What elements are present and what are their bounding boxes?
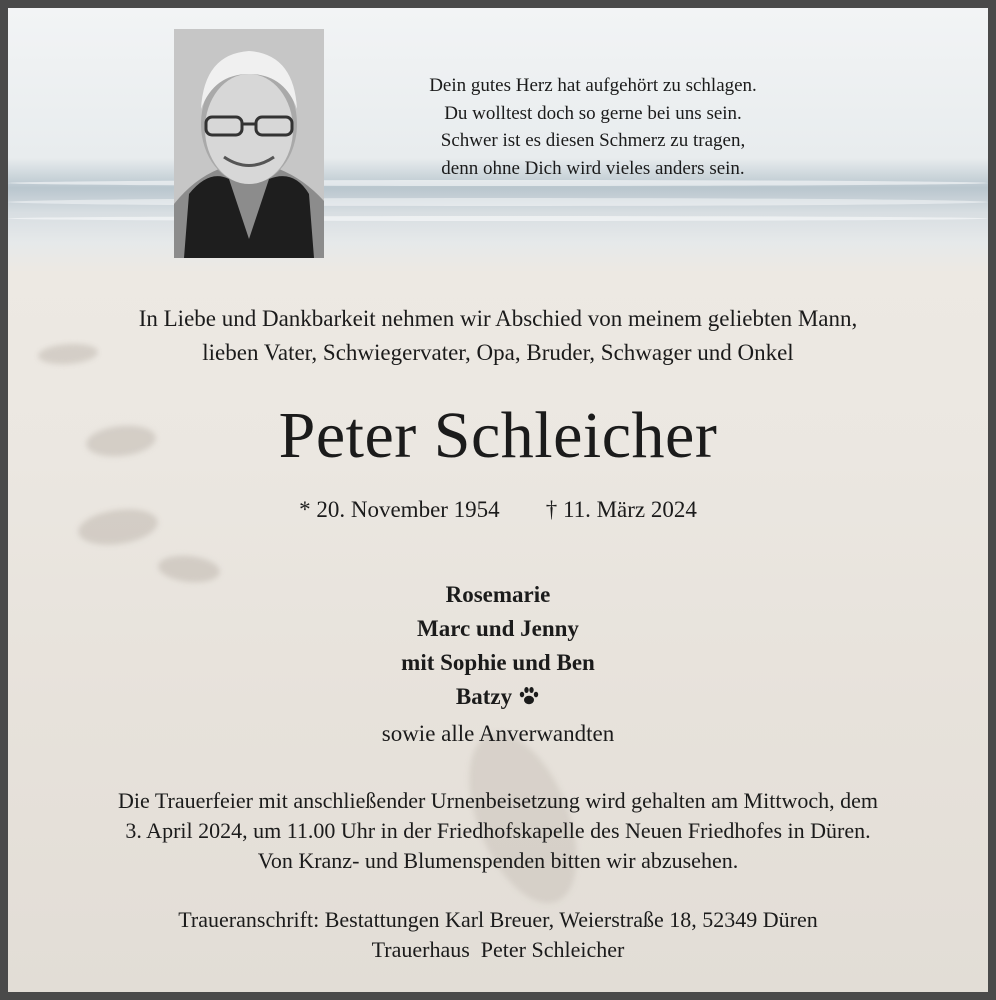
poem-line: Schwer ist es diesen Schmerz zu tragen, bbox=[440, 130, 746, 151]
poem-line: denn ohne Dich wird vieles anders sein. bbox=[441, 157, 745, 179]
service-line: 3. April 2024, um 11.00 Uhr in der Friedhofskapelle des Neuen Friedhofes in Düren. bbox=[125, 818, 871, 843]
paw-print-icon bbox=[518, 683, 540, 717]
mourners-list bbox=[8, 578, 988, 751]
address-line: Traueranschrift: Bestattungen Karl Breuer, Weierstraße 18, 52349 Düren bbox=[178, 907, 818, 932]
funeral-service-info bbox=[8, 786, 988, 876]
poem-line: Du wolltest doch so gerne bei uns sein. bbox=[444, 102, 742, 124]
sea-foam-line bbox=[8, 216, 988, 221]
portrait-photo bbox=[174, 29, 324, 258]
other-relatives: sowie alle Anverwandten bbox=[381, 721, 615, 746]
address-line: Trauerhaus Peter Schleicher bbox=[371, 937, 625, 962]
mourner-name: Marc und Jenny bbox=[417, 616, 579, 641]
sea-foam-line bbox=[8, 198, 988, 206]
mourning-address bbox=[8, 905, 988, 965]
portrait-illustration bbox=[174, 29, 324, 258]
obituary-notice bbox=[8, 8, 988, 992]
death-date: † 11. März 2024 bbox=[545, 497, 697, 522]
poem bbox=[368, 72, 818, 182]
deceased-name: Peter Schleicher bbox=[278, 399, 718, 472]
mourner-pet-line bbox=[8, 680, 988, 717]
mourner-name: Rosemarie bbox=[445, 582, 551, 607]
farewell-intro bbox=[8, 302, 988, 370]
mourner-name: mit Sophie und Ben bbox=[401, 650, 595, 675]
intro-line: lieben Vater, Schwiegervater, Opa, Bruder, Schwager und Onkel bbox=[202, 340, 794, 365]
service-line: Von Kranz- und Blumenspenden bitten wir abzusehen. bbox=[257, 848, 739, 873]
mourner-name: Batzy bbox=[455, 684, 513, 709]
life-dates bbox=[8, 494, 988, 526]
intro-line: In Liebe und Dankbarkeit nehmen wir Abschied von meinem geliebten Mann, bbox=[138, 306, 858, 331]
service-line: Die Trauerfeier mit anschließender Urnenbeisetzung wird gehalten am Mittwoch, dem bbox=[118, 788, 878, 813]
birth-date: * 20. November 1954 bbox=[299, 497, 500, 522]
poem-line: Dein gutes Herz hat aufgehört zu schlagen. bbox=[429, 75, 757, 96]
